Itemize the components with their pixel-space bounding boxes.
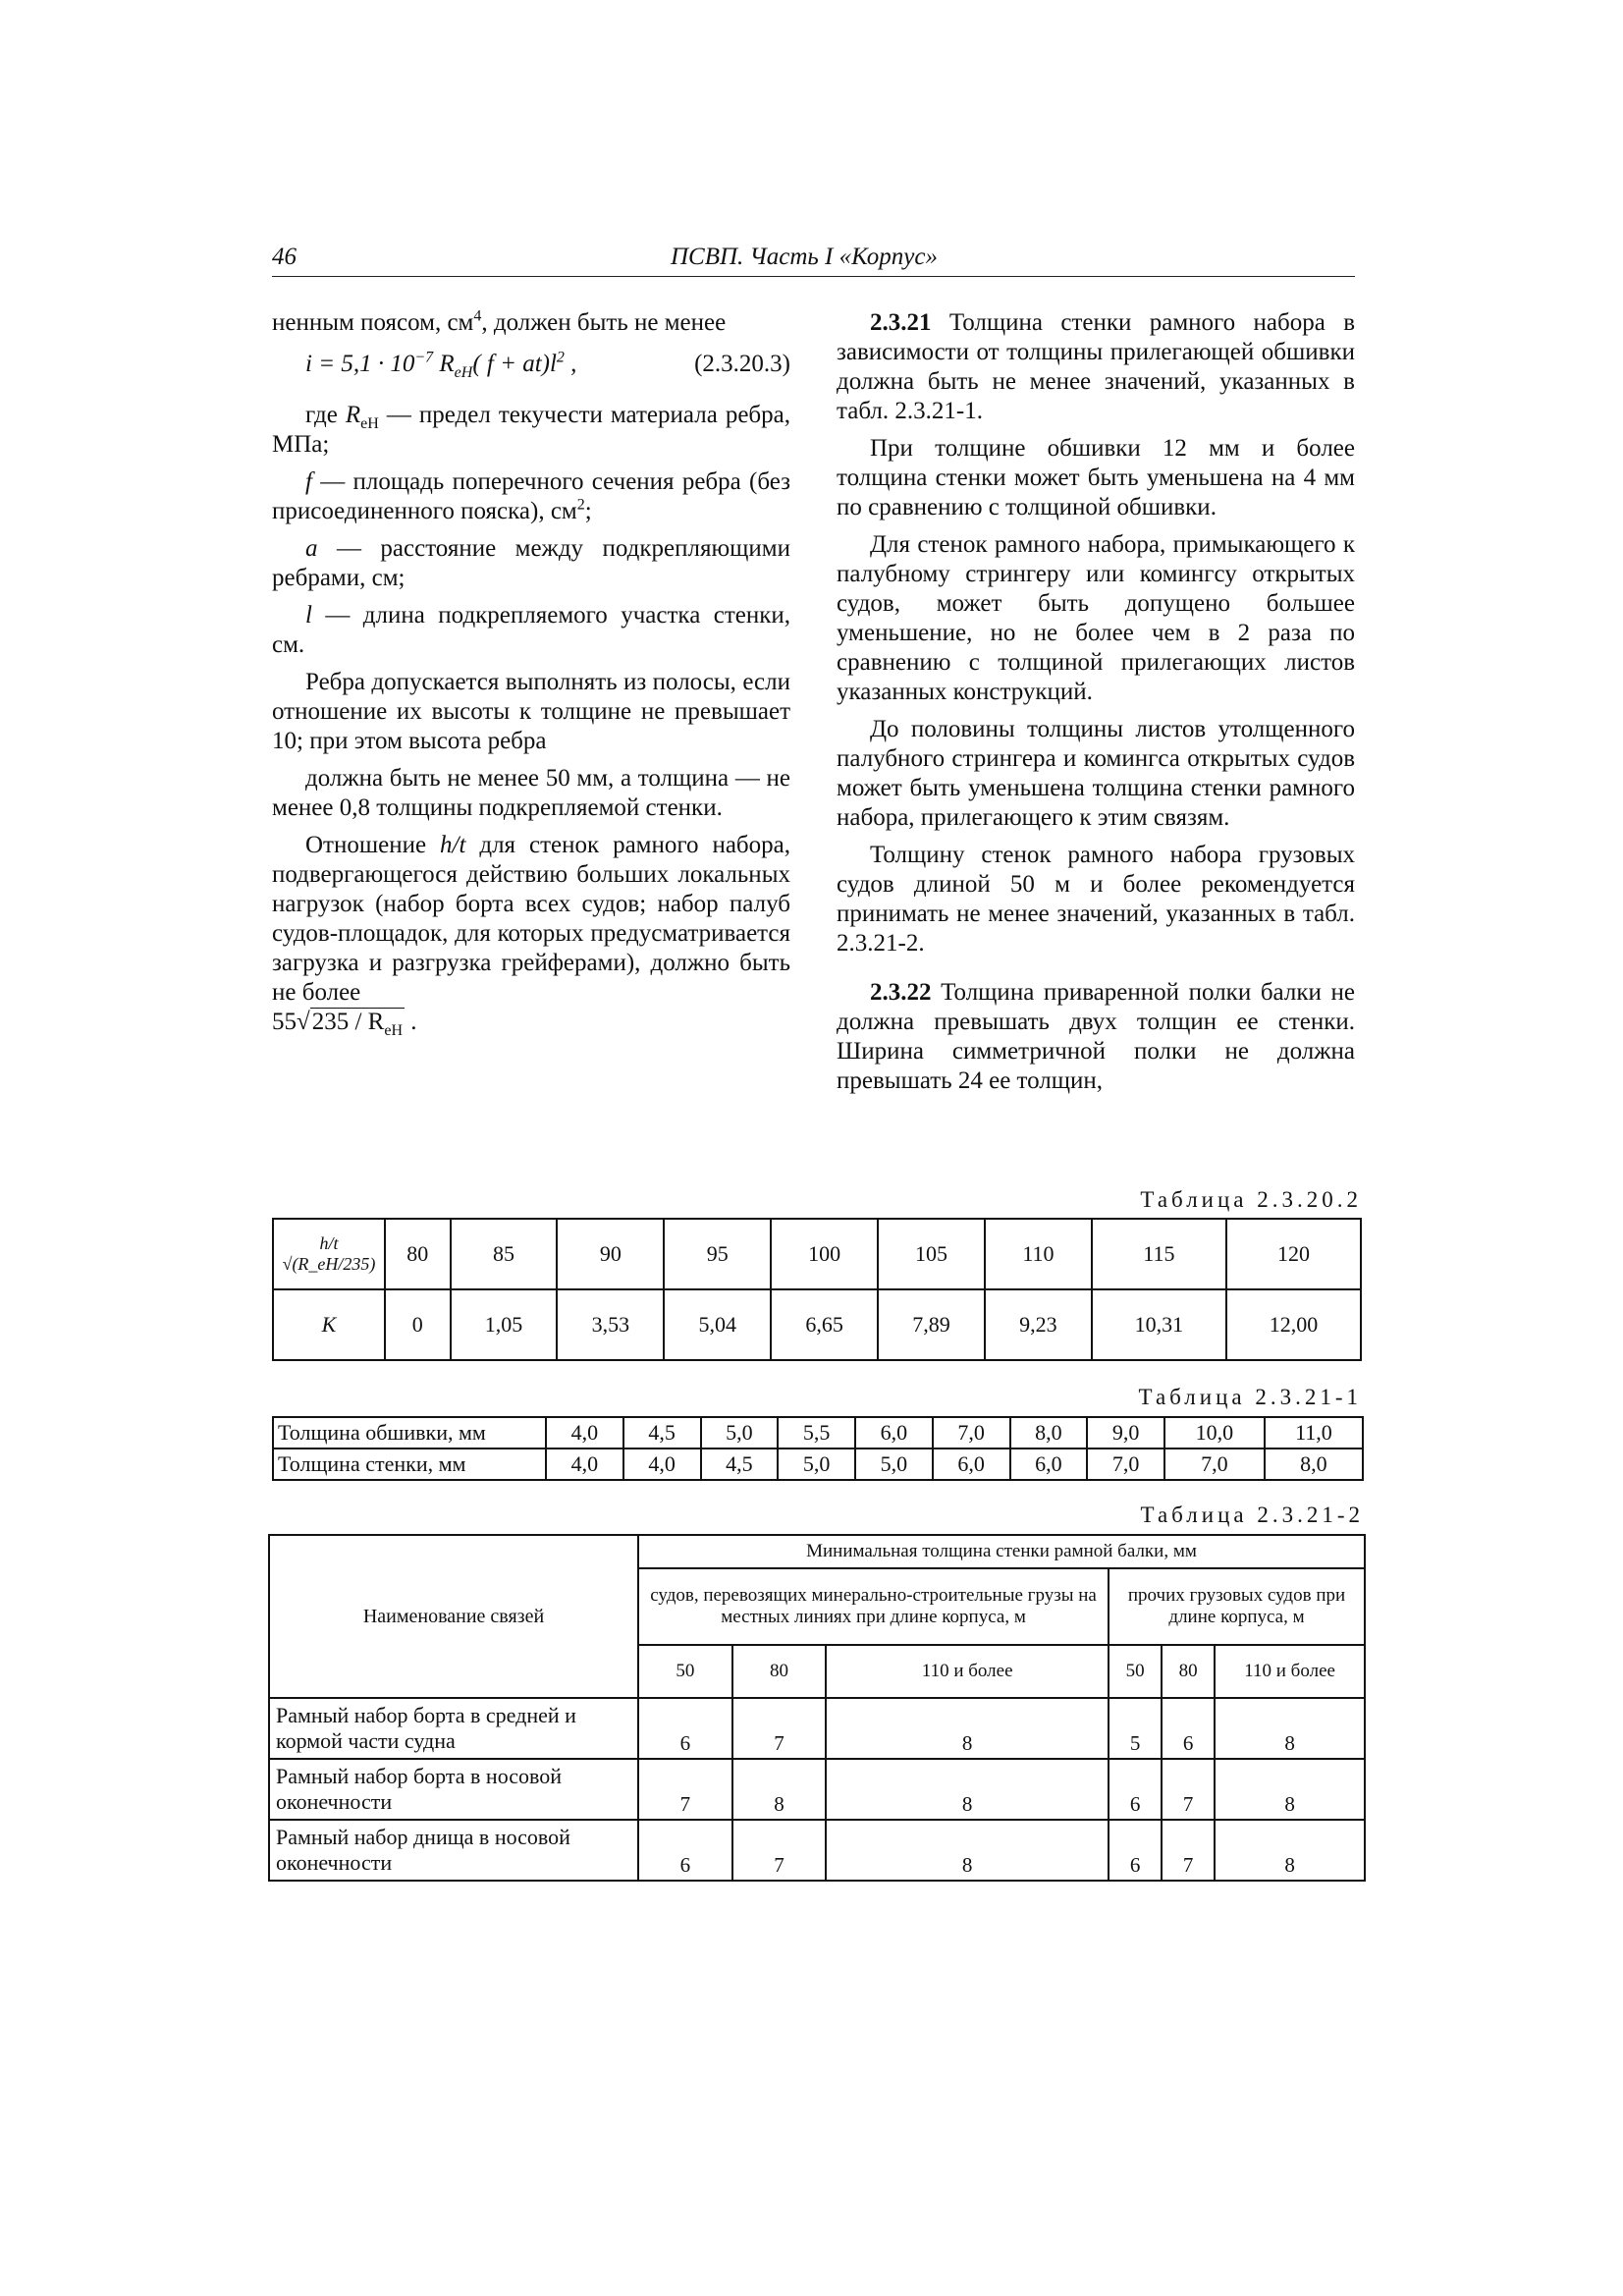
- definition-a: a — расстояние между подкрепляющими ребрами, см;: [272, 535, 790, 591]
- table-header-group: Минимальная толщина стенки рамной балки, мм: [638, 1535, 1365, 1568]
- table-row-label: Толщина стенки, мм: [273, 1449, 546, 1480]
- paragraph-ratio: Отношение h/t для стенок рамного набора, подвергающегося действию больших локальных нагрузок (набор борта всех судов; набор палуб судов-площадок, для которых предусматривается загрузка и разгрузка грейферами), должно быть не более $55√235 / R_{eH}$ .: [272, 832, 791, 1039]
- paragraph-stringer: Для стенок рамного набора, примыкающего к палубному стрингеру или комингсу открытых судов, может быть допущено большее уменьшение, но не более чем в 2 раза по сравнению с толщиной прилегающих листов указанных конструкций.: [837, 531, 1355, 705]
- table-cell: 4,0: [546, 1449, 623, 1480]
- table-2-3-21-2: [268, 1534, 1366, 1882]
- table-cell: 10,31: [1092, 1289, 1226, 1360]
- table-row: [273, 1289, 1361, 1360]
- header-rule: [272, 276, 1355, 277]
- table-cell: 6,0: [1010, 1449, 1088, 1480]
- table-cell: 115: [1092, 1219, 1226, 1289]
- table-row: [273, 1219, 1361, 1289]
- table-cell: 6: [1109, 1759, 1162, 1820]
- table-cell: 8,0: [1010, 1417, 1088, 1449]
- table-header-length: 110 и более: [1215, 1645, 1365, 1698]
- table-cell: 7,0: [1087, 1449, 1164, 1480]
- table-cell: 5,04: [664, 1289, 771, 1360]
- table-cell: 110: [985, 1219, 1092, 1289]
- table-cell: 5,0: [701, 1417, 779, 1449]
- table-cell: 7: [1162, 1759, 1215, 1820]
- table-cell: 5,0: [855, 1449, 933, 1480]
- table-2-3-21-2-caption: Таблица 2.3.21-2: [1140, 1503, 1364, 1527]
- table-cell: 6,0: [855, 1417, 933, 1449]
- table-cell: 5: [1109, 1698, 1162, 1759]
- formula-2-3-20-3: $i = 5,1 \cdot 10^{-7}$ $R_{eH}$( $f + at)l^2$ , (2.3.20.3): [305, 349, 790, 381]
- table-cell: 4,5: [623, 1417, 701, 1449]
- definition-f: f — площадь поперечного сечения ребра (без присоединенного пояска), $см^2$;: [272, 468, 790, 524]
- table-cell: 8: [826, 1698, 1109, 1759]
- table-row: [269, 1820, 1365, 1881]
- table-cell: 120: [1226, 1219, 1361, 1289]
- table-cell: 8: [732, 1759, 827, 1820]
- table-cell: 6: [638, 1698, 732, 1759]
- definition-l: l — длина подкрепляемого участка стенки, см.: [272, 602, 790, 658]
- table-cell: 3,53: [557, 1289, 664, 1360]
- table-cell: 0: [385, 1289, 451, 1360]
- table-row-label: Рамный набор борта в носовой оконечности: [269, 1759, 638, 1820]
- table-header-length: 80: [732, 1645, 827, 1698]
- table-cell: 8: [1215, 1820, 1365, 1881]
- table-cell: 100: [771, 1219, 878, 1289]
- table-cell: 8,0: [1265, 1449, 1363, 1480]
- running-title: ПСВП. Часть I «Корпус»: [671, 244, 938, 270]
- table-row-label: Толщина обшивки, мм: [273, 1417, 546, 1449]
- table-row: [269, 1759, 1365, 1820]
- table-row: [269, 1535, 1365, 1568]
- table-cell: 6: [638, 1820, 732, 1881]
- page-number: 46: [272, 244, 297, 270]
- table-cell: 7,0: [933, 1417, 1010, 1449]
- table-2-3-21-1: [272, 1416, 1364, 1481]
- table-cell: 105: [878, 1219, 985, 1289]
- table-cell: 6,65: [771, 1289, 878, 1360]
- paragraph-half-thickness: До половины толщины листов утолщенного палубного стрингера и комингса открытых судов может быть уменьшена толщина стенки рамного набора, прилегающего к этим связям.: [837, 716, 1355, 831]
- table-row: [273, 1417, 1363, 1449]
- table-cell: 6: [1109, 1820, 1162, 1881]
- table-cell: 4,5: [701, 1449, 779, 1480]
- table-cell: 4,0: [623, 1449, 701, 1480]
- table-cell: 7: [1162, 1820, 1215, 1881]
- table-cell: 7: [732, 1820, 827, 1881]
- table-row: [269, 1698, 1365, 1759]
- paragraph-continuation: ненным поясом, $см^4$, должен быть не менее: [272, 307, 727, 336]
- table-cell: 4,0: [546, 1417, 623, 1449]
- paragraph-ribs: Ребра допускается выполнять из полосы, если отношение их высоты к толщине не превышает 10; при этом высота ребра: [272, 669, 790, 754]
- definition-reh: где $R_{eH}$ — предел текучести материала ребра, МПа;: [272, 402, 790, 458]
- table-header-col-name: Наименование связей: [269, 1535, 638, 1698]
- table-cell: 80: [385, 1219, 451, 1289]
- table-cell: 9,23: [985, 1289, 1092, 1360]
- table-cell: 7,89: [878, 1289, 985, 1360]
- left-column: [272, 308, 790, 1045]
- table-header-length: 110 и более: [826, 1645, 1109, 1698]
- table-cell: 11,0: [1265, 1417, 1363, 1449]
- table-row: [273, 1449, 1363, 1480]
- table-header-length: 50: [638, 1645, 732, 1698]
- table-cell: 7: [732, 1698, 827, 1759]
- formula-number: (2.3.20.3): [694, 351, 790, 377]
- table-2-3-20-2-caption: Таблица 2.3.20.2: [1140, 1187, 1362, 1212]
- table-cell: 8: [826, 1759, 1109, 1820]
- table-header-length: 50: [1109, 1645, 1162, 1698]
- table-2-3-20-2: [272, 1218, 1362, 1361]
- table-row-label: Рамный набор днища в носовой оконечности: [269, 1820, 638, 1881]
- table-cell: 9,0: [1087, 1417, 1164, 1449]
- table-cell: 10,0: [1164, 1417, 1265, 1449]
- table-2-3-21-1-caption: Таблица 2.3.21-1: [1138, 1385, 1362, 1409]
- section-2-3-21: 2.3.21 Толщина стенки рамного набора в зависимости от толщины прилегающей обшивки должна быть не менее значений, указанных в табл. 2.3.21-1.: [837, 309, 1355, 424]
- table-cell: 12,00: [1226, 1289, 1361, 1360]
- table-row-label: K: [273, 1289, 385, 1360]
- table-cell: 8: [1215, 1759, 1365, 1820]
- right-column: [837, 308, 1355, 1104]
- table-cell: 6,0: [933, 1449, 1010, 1480]
- table-cell: 7: [638, 1759, 732, 1820]
- table-cell: 85: [451, 1219, 558, 1289]
- table-cell: 8: [826, 1820, 1109, 1881]
- table-cell: 5,5: [778, 1417, 855, 1449]
- table-header-sub1: судов, перевозящих минерально-строительные грузы на местных линиях при длине корпуса, м: [638, 1568, 1109, 1645]
- table-row-label: Рамный набор борта в средней и кормой части судна: [269, 1698, 638, 1759]
- paragraph-plating-12mm: При толщине обшивки 12 мм и более толщина стенки может быть уменьшена на 4 мм по сравнению с толщиной обшивки.: [837, 435, 1355, 520]
- section-2-3-22: 2.3.22 Толщина приваренной полки балки не должна превышать двух толщин ее стенки. Ширина симметричной полки не должна превышать 24 ее толщин,: [837, 979, 1355, 1094]
- paragraph-cargo-ships: Толщину стенок рамного набора грузовых судов длиной 50 м и более рекомендуется принимать не менее значений, указанных в табл. 2.3.21-2.: [837, 842, 1355, 957]
- table-header-sub2: прочих грузовых судов при длине корпуса, м: [1109, 1568, 1365, 1645]
- table-cell: 6: [1162, 1698, 1215, 1759]
- table-cell: 95: [664, 1219, 771, 1289]
- table-cell: 8: [1215, 1698, 1365, 1759]
- table-cell: 1,05: [451, 1289, 558, 1360]
- table-cell: 5,0: [778, 1449, 855, 1480]
- paragraph-ribs-cont: должна быть не менее 50 мм, а толщина — не менее 0,8 толщины подкрепляемой стенки.: [272, 765, 790, 821]
- table-header-length: 80: [1162, 1645, 1215, 1698]
- table-cell: 90: [557, 1219, 664, 1289]
- table-cell: 7,0: [1164, 1449, 1265, 1480]
- table-header-formula: h/t √(R_eH/235): [273, 1219, 385, 1289]
